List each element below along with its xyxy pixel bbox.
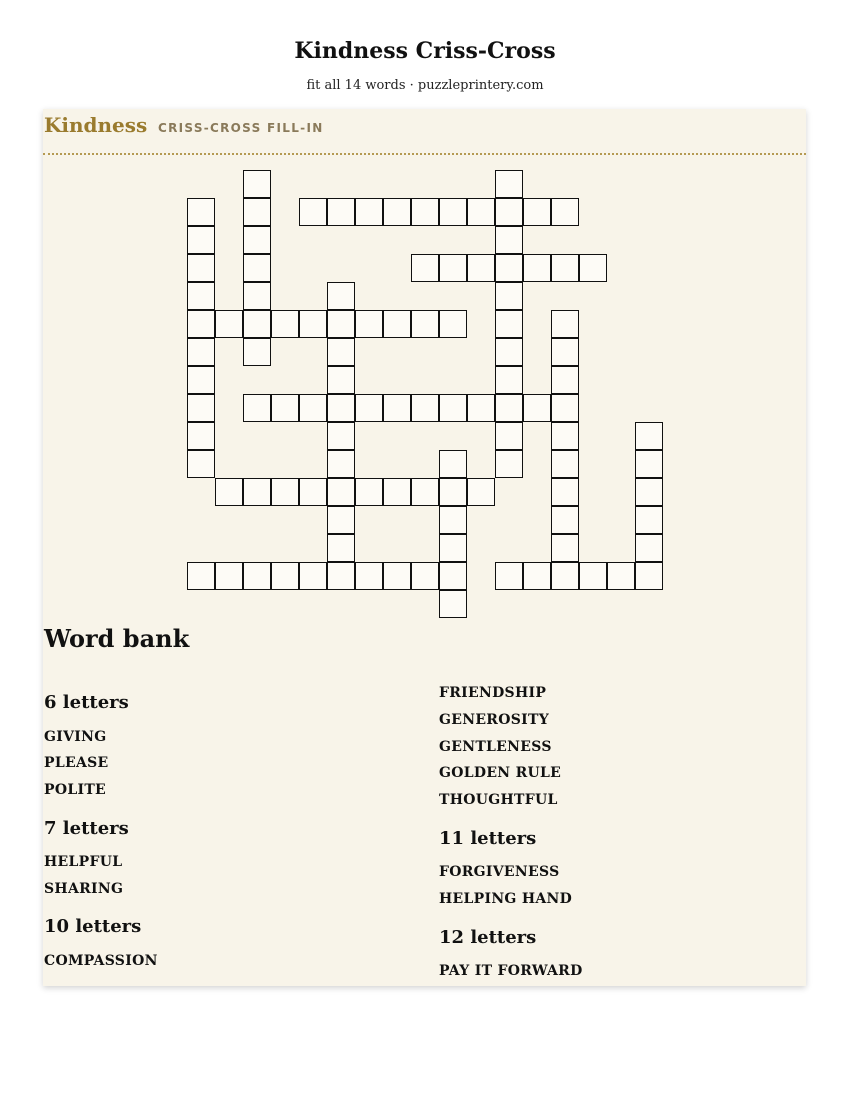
grid-cell[interactable]	[579, 254, 607, 282]
word-bank-word: GENEROSITY	[439, 712, 549, 728]
grid-cell[interactable]	[551, 310, 579, 338]
grid-cell[interactable]	[355, 394, 383, 422]
word-bank-word: GIVING	[44, 729, 107, 745]
grid-cell[interactable]	[551, 254, 579, 282]
grid-cell[interactable]	[383, 562, 411, 590]
brand-title: Kindness	[44, 113, 148, 137]
grid-cell[interactable]	[467, 394, 495, 422]
grid-cell[interactable]	[495, 366, 523, 394]
grid-cell[interactable]	[467, 254, 495, 282]
grid-cell[interactable]	[411, 478, 439, 506]
grid-cell[interactable]	[635, 562, 663, 590]
puzzle-card	[43, 109, 806, 986]
grid-cell[interactable]	[551, 394, 579, 422]
word-group-heading: 11 letters	[439, 828, 537, 849]
grid-cell[interactable]	[495, 310, 523, 338]
word-bank-word: PLEASE	[44, 755, 109, 771]
word-bank-word: PAY IT FORWARD	[439, 963, 583, 979]
grid-cell[interactable]	[271, 310, 299, 338]
word-bank-word: THOUGHTFUL	[439, 792, 558, 808]
grid-cell[interactable]	[411, 394, 439, 422]
grid-cell[interactable]	[551, 506, 579, 534]
word-group-heading: 12 letters	[439, 927, 537, 948]
word-bank-title: Word bank	[44, 624, 190, 653]
word-bank-word: GENTLENESS	[439, 739, 552, 755]
word-group-heading: 6 letters	[44, 692, 129, 713]
grid-cell[interactable]	[187, 254, 215, 282]
grid-cell[interactable]	[439, 450, 467, 478]
grid-cell[interactable]	[327, 198, 355, 226]
grid-cell[interactable]	[439, 506, 467, 534]
card-header	[43, 109, 806, 155]
grid-cell[interactable]	[551, 366, 579, 394]
grid-cell[interactable]	[495, 254, 523, 282]
grid-cell[interactable]	[243, 478, 271, 506]
grid-cell[interactable]	[271, 478, 299, 506]
grid-cell[interactable]	[327, 310, 355, 338]
grid-cell[interactable]	[383, 198, 411, 226]
grid-cell[interactable]	[327, 394, 355, 422]
grid-cell[interactable]	[215, 562, 243, 590]
grid-cell[interactable]	[439, 562, 467, 590]
grid-cell[interactable]	[523, 198, 551, 226]
grid-cell[interactable]	[243, 338, 271, 366]
grid-cell[interactable]	[635, 506, 663, 534]
grid-cell[interactable]	[187, 310, 215, 338]
grid-cell[interactable]	[551, 534, 579, 562]
grid-cell[interactable]	[187, 562, 215, 590]
grid-cell[interactable]	[439, 478, 467, 506]
grid-cell[interactable]	[411, 198, 439, 226]
page-title: Kindness Criss-Cross	[294, 38, 556, 64]
grid-cell[interactable]	[187, 338, 215, 366]
grid-cell[interactable]	[439, 254, 467, 282]
grid-cell[interactable]	[523, 562, 551, 590]
grid-cell[interactable]	[495, 394, 523, 422]
grid-cell[interactable]	[187, 450, 215, 478]
grid-cell[interactable]	[327, 338, 355, 366]
word-group-heading: 7 letters	[44, 818, 129, 839]
grid-cell[interactable]	[327, 478, 355, 506]
grid-cell[interactable]	[215, 310, 243, 338]
page-subtitle: fit all 14 words · puzzleprintery.com	[306, 78, 544, 93]
puzzle-type-label: CRISS-CROSS FILL-IN	[158, 121, 324, 135]
grid-cell[interactable]	[439, 310, 467, 338]
grid-cell[interactable]	[355, 562, 383, 590]
word-bank-word: SHARING	[44, 881, 124, 897]
grid-cell[interactable]	[495, 226, 523, 254]
grid-cell[interactable]	[271, 394, 299, 422]
grid-cell[interactable]	[579, 562, 607, 590]
grid-cell[interactable]	[383, 310, 411, 338]
grid-cell[interactable]	[243, 226, 271, 254]
grid-cell[interactable]	[551, 422, 579, 450]
grid-cell[interactable]	[411, 254, 439, 282]
grid-cell[interactable]	[551, 338, 579, 366]
grid-cell[interactable]	[551, 478, 579, 506]
grid-cell[interactable]	[607, 562, 635, 590]
grid-cell[interactable]	[299, 562, 327, 590]
grid-cell[interactable]	[495, 450, 523, 478]
grid-cell[interactable]	[327, 422, 355, 450]
grid-cell[interactable]	[187, 282, 215, 310]
word-bank-word: POLITE	[44, 782, 107, 798]
grid-cell[interactable]	[411, 310, 439, 338]
grid-cell[interactable]	[187, 198, 215, 226]
grid-cell[interactable]	[411, 562, 439, 590]
grid-cell[interactable]	[383, 478, 411, 506]
grid-cell[interactable]	[439, 394, 467, 422]
grid-cell[interactable]	[187, 226, 215, 254]
word-bank-word: COMPASSION	[44, 953, 158, 969]
grid-cell[interactable]	[523, 254, 551, 282]
grid-cell[interactable]	[299, 394, 327, 422]
grid-cell[interactable]	[299, 478, 327, 506]
grid-cell[interactable]	[523, 394, 551, 422]
grid-cell[interactable]	[327, 366, 355, 394]
word-bank-word: HELPING HAND	[439, 891, 573, 907]
word-bank-word: HELPFUL	[44, 854, 123, 870]
grid-cell[interactable]	[551, 450, 579, 478]
grid-cell[interactable]	[551, 198, 579, 226]
grid-cell[interactable]	[327, 450, 355, 478]
grid-cell[interactable]	[187, 366, 215, 394]
grid-cell[interactable]	[495, 562, 523, 590]
grid-cell[interactable]	[495, 338, 523, 366]
grid-cell[interactable]	[327, 282, 355, 310]
grid-cell[interactable]	[243, 310, 271, 338]
grid-cell[interactable]	[355, 310, 383, 338]
grid-cell[interactable]	[299, 198, 327, 226]
grid-cell[interactable]	[243, 170, 271, 198]
word-group-heading: 10 letters	[44, 916, 142, 937]
grid-cell[interactable]	[187, 394, 215, 422]
grid-cell[interactable]	[467, 198, 495, 226]
grid-cell[interactable]	[243, 562, 271, 590]
grid-cell[interactable]	[243, 394, 271, 422]
grid-cell[interactable]	[187, 422, 215, 450]
grid-cell[interactable]	[383, 394, 411, 422]
grid-cell[interactable]	[495, 422, 523, 450]
grid-cell[interactable]	[215, 478, 243, 506]
grid-cell[interactable]	[327, 534, 355, 562]
grid-cell[interactable]	[495, 170, 523, 198]
grid-cell[interactable]	[635, 422, 663, 450]
word-bank-word: FRIENDSHIP	[439, 685, 547, 701]
grid-cell[interactable]	[327, 562, 355, 590]
grid-cell[interactable]	[355, 478, 383, 506]
grid-cell[interactable]	[271, 562, 299, 590]
word-bank-word: FORGIVENESS	[439, 864, 560, 880]
grid-cell[interactable]	[495, 282, 523, 310]
grid-cell[interactable]	[327, 506, 355, 534]
grid-cell[interactable]	[355, 198, 383, 226]
grid-cell[interactable]	[635, 478, 663, 506]
grid-cell[interactable]	[243, 254, 271, 282]
grid-cell[interactable]	[243, 198, 271, 226]
grid-cell[interactable]	[299, 310, 327, 338]
grid-cell[interactable]	[635, 450, 663, 478]
grid-cell[interactable]	[635, 534, 663, 562]
grid-cell[interactable]	[439, 590, 467, 618]
grid-cell[interactable]	[467, 478, 495, 506]
grid-cell[interactable]	[243, 282, 271, 310]
grid-cell[interactable]	[495, 198, 523, 226]
word-bank-word: GOLDEN RULE	[439, 765, 562, 781]
grid-cell[interactable]	[439, 534, 467, 562]
grid-cell[interactable]	[439, 198, 467, 226]
grid-cell[interactable]	[551, 562, 579, 590]
